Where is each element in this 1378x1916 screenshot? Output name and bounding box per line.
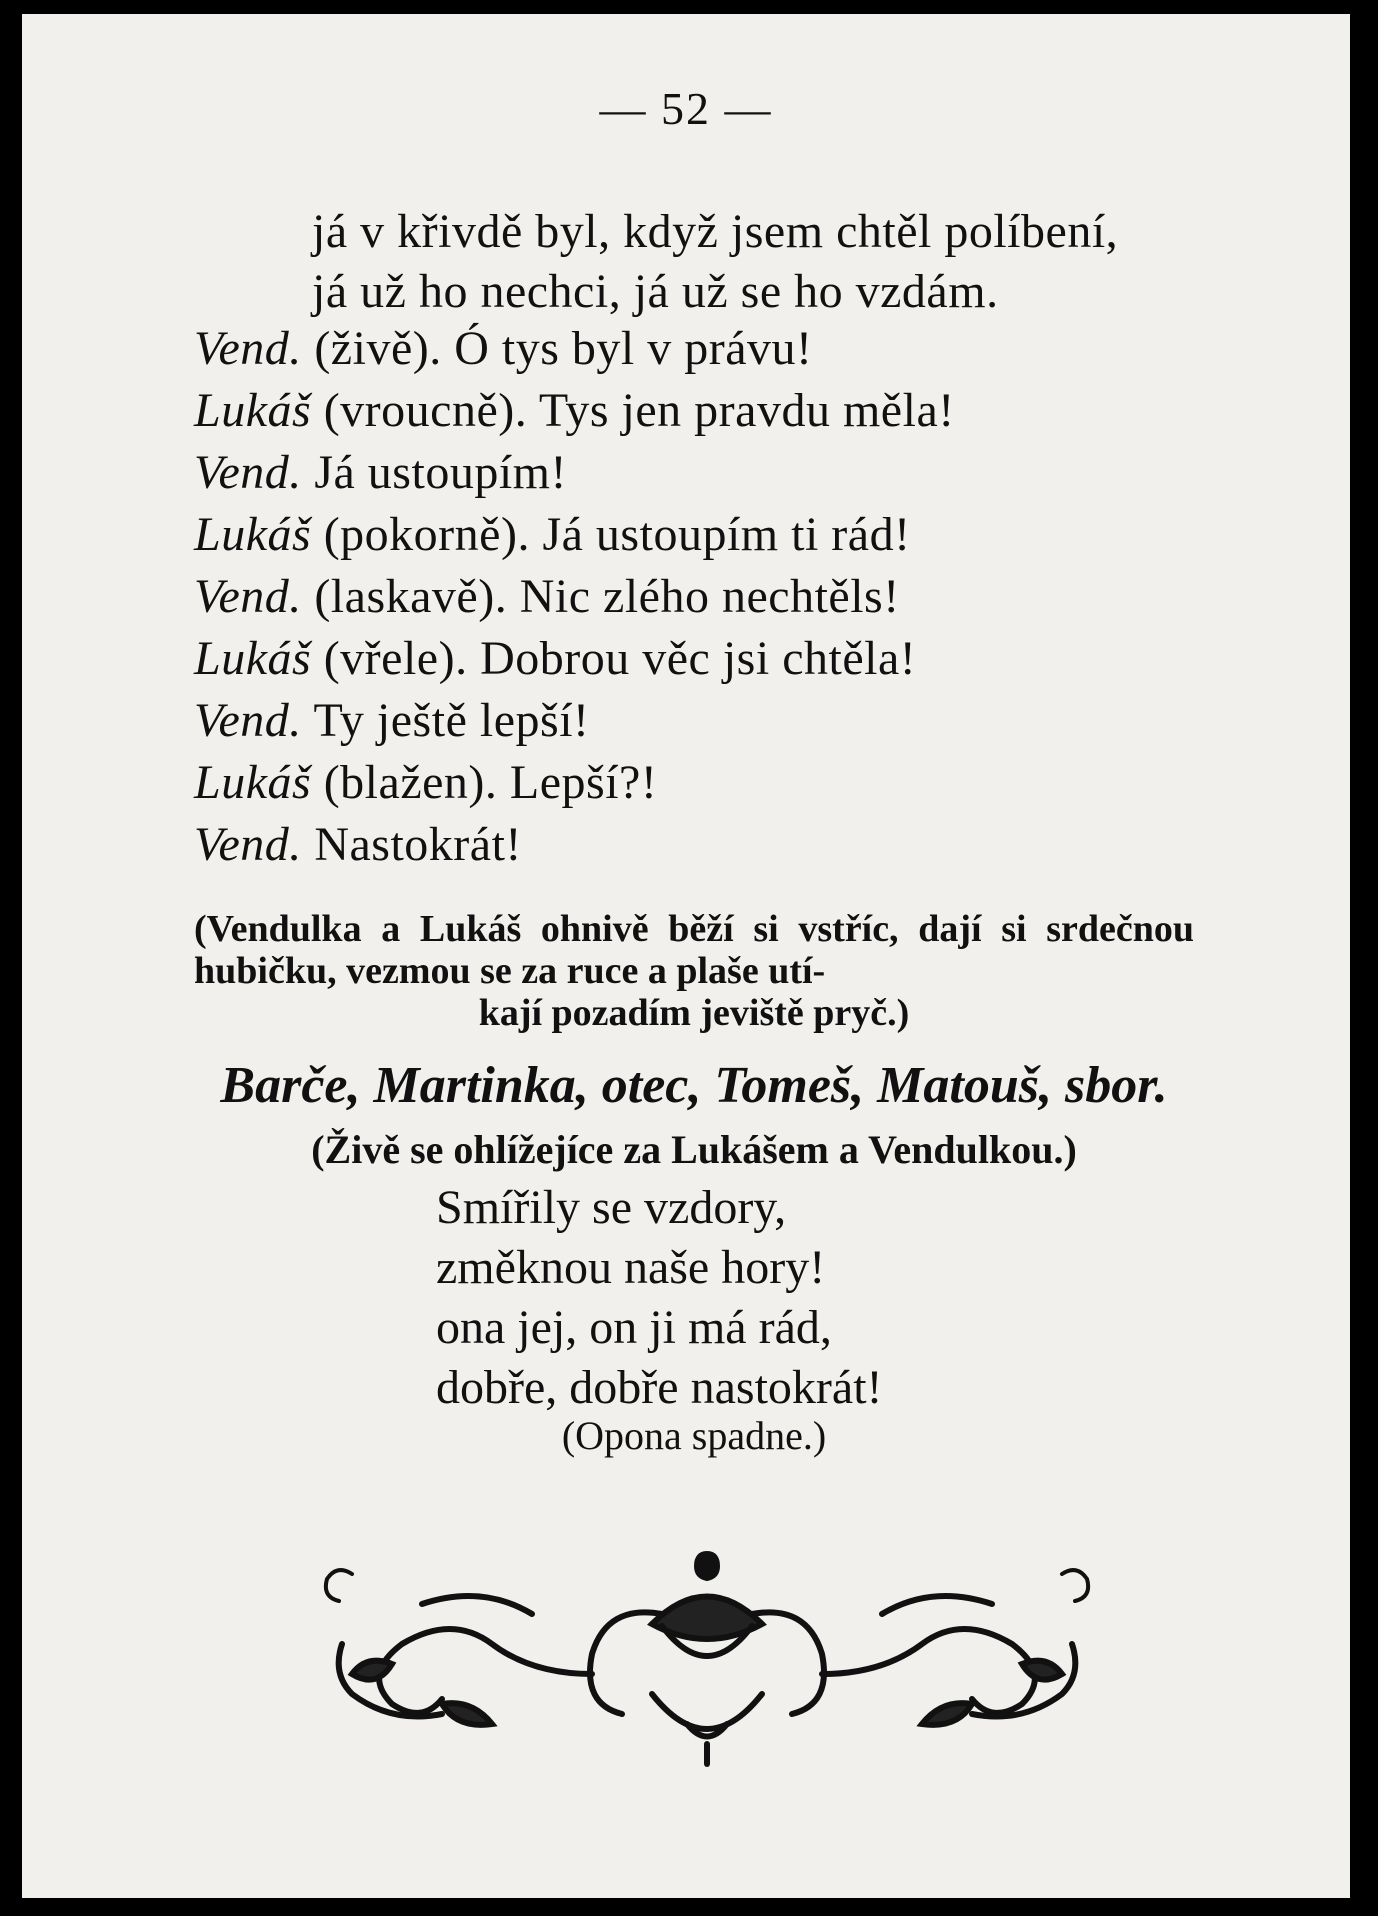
speaker: Lukáš: [194, 632, 312, 685]
stage-direction-2: (Živě se ohlížejíce za Lukášem a Vendulkou.): [311, 1127, 1077, 1172]
dialogue-text: (blažen). Lepší?!: [311, 756, 658, 809]
dialogue-line: [194, 690, 955, 752]
decorative-vignette-icon: [292, 1514, 1122, 1774]
verse-line: já v křivdě byl, když jsem chtěl políbení,: [312, 205, 1119, 258]
dialogue-line: [194, 566, 955, 628]
dialogue-line: [194, 442, 955, 504]
speaker: Lukáš: [194, 508, 312, 561]
dialogue-line: [194, 318, 955, 380]
song-line: změknou naše hory!: [436, 1241, 826, 1294]
speaker: Lukáš: [194, 384, 312, 437]
verse-top: [312, 202, 1118, 322]
speaker: Vend.: [194, 694, 302, 747]
page-number: — 52 —: [599, 83, 773, 134]
speaker: Vend.: [194, 818, 302, 871]
stage-direction-main: (Vendulka a Lukáš ohnivě běží si vstříc, dají si srdečnou hubičku, vezmou se za ruce a plaše utí-: [194, 908, 1194, 992]
dialogue-line: [194, 504, 955, 566]
dialogue-text: Ty ještě lepší!: [301, 694, 590, 747]
dialogue-text: (pokorně). Já ustoupím ti rád!: [311, 508, 911, 561]
cast-line: Barče, Martinka, otec, Tomeš, Matouš, sbor.: [220, 1057, 1168, 1114]
stage-direction: [194, 908, 1194, 1034]
dialogue-text: Já ustoupím!: [301, 446, 567, 499]
song-line: dobře, dobře nastokrát!: [436, 1361, 883, 1414]
dialogue-text: (vroucně). Tys jen pravdu měla!: [311, 384, 955, 437]
book-page: [22, 14, 1350, 1898]
dialogue-line: [194, 380, 955, 442]
speaker: Vend.: [194, 322, 302, 375]
speaker: Vend.: [194, 570, 302, 623]
dialogue-text: (laskavě). Nic zlého nechtěls!: [301, 570, 900, 623]
dialogue: [194, 318, 955, 876]
dialogue-text: Nastokrát!: [301, 818, 522, 871]
speaker: Vend.: [194, 446, 302, 499]
dialogue-line: [194, 628, 955, 690]
dialogue-text: (živě). Ó tys byl v právu!: [301, 322, 813, 375]
song-line: Smířily se vzdory,: [436, 1181, 787, 1234]
dialogue-line: [194, 752, 955, 814]
speaker: Lukáš: [194, 756, 312, 809]
song: [436, 1178, 883, 1418]
verse-line: já už ho nechci, já už se ho vzdám.: [312, 265, 999, 318]
dialogue-line: [194, 814, 955, 876]
dialogue-text: (vřele). Dobrou věc jsi chtěla!: [311, 632, 917, 685]
song-line: ona jej, on ji má rád,: [436, 1301, 832, 1354]
stage-direction-last: kají pozadím jeviště pryč.): [478, 992, 910, 1034]
curtain-direction: (Opona spadne.): [561, 1413, 827, 1458]
